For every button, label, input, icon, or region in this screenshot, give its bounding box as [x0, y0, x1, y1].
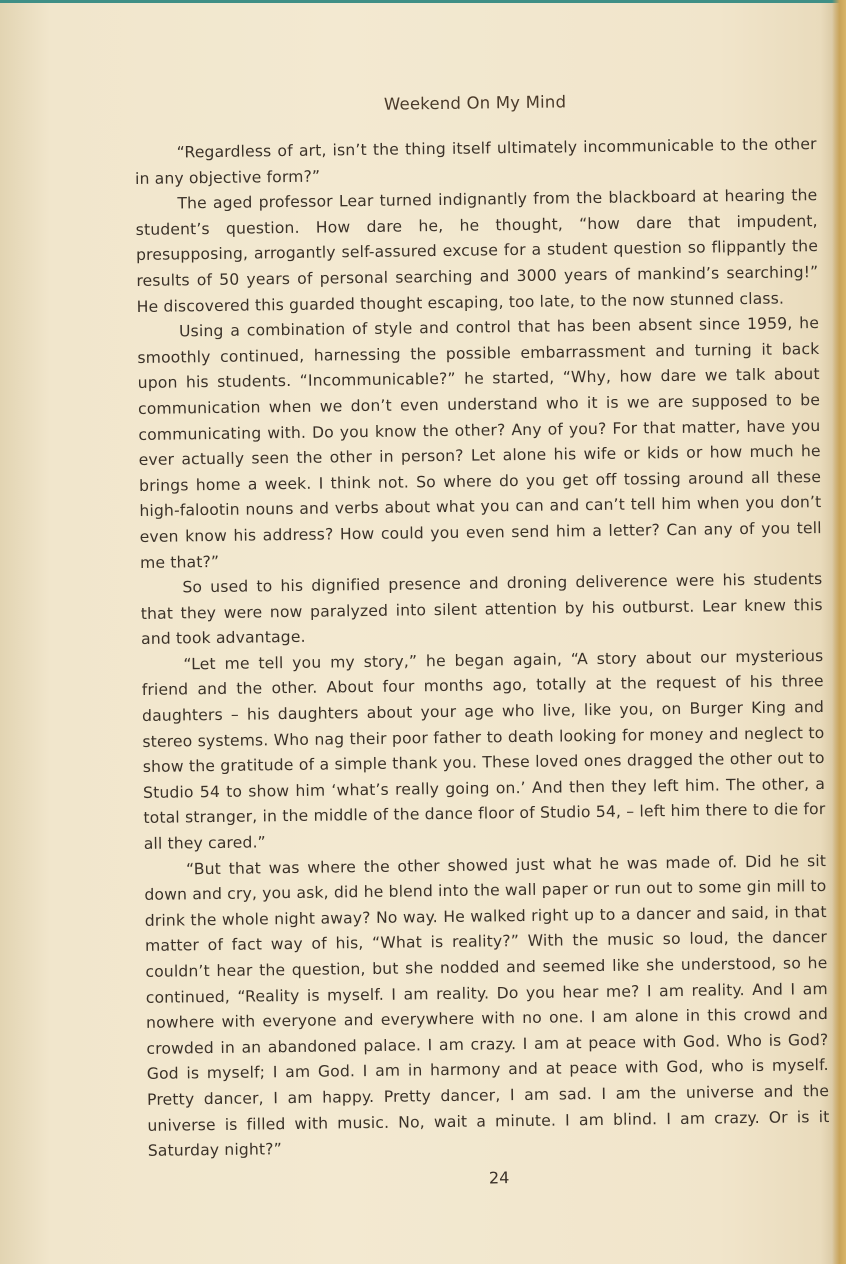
text-block [134, 89, 830, 1192]
page-binding-edge [832, 0, 846, 1264]
top-edge-stripe [0, 0, 846, 3]
paragraph-6: “But that was where the other showed just what he was made of. Did he sit down and cry, you ask, did he blend into the wall paper or run out to some gin mill to drink the whole night away? No way. He walked right up to a dancer and said, in that matter of fact way of his, “What is reality?” With the music so loud, the dancer couldn’t hear the question, but she nodded and seemed like she understood, so he continued, “Reality is myself. I am reality. Do you hear me? I am reality. And I am nowhere with everyone and everywhere with no one. I am alone in this crowd and crowded in an abandoned palace. I am crazy. I am at peace with God. Who is God? God is myself; I am God. I am in harmony and at peace with God, who is myself. Pretty dancer, I am happy. Pretty dancer, I am sad. I am the universe and the universe is filled with music. No, wait a minute. I am blind. I am crazy. Or is it Saturday night?” [144, 851, 830, 1161]
page-title: Weekend On My Mind [383, 92, 567, 114]
paragraph-4: So used to his dignified presence and droning deliverence were his students that they were now paralyzed into silent attention by his outburst. Lear knew this and took advantage. [140, 570, 823, 649]
paragraph-2: The aged professor Lear turned indignantly from the blackboard at hearing the student’s question. How dare he, he thought, “how dare that impudent, presupposing, arrogantly self-assured excuse for a student question so flippantly the results of 50 years of personal searching and 3000 years of mankind’s searching!” He discovered this guarded thought escaping, too late, to the now stunned class. [135, 186, 819, 316]
page-number: 24 [488, 1167, 510, 1188]
paragraph-1: “Regardless of art, isn’t the thing itself ultimately incommunicable to the other in any objective form?” [134, 135, 817, 188]
paragraph-5: “Let me tell you my story,” he began again, “A story about our mysterious friend and the other. About four months ago, totally at the request of his three daughters – his daughters about your age who live, like you, on Burger King and stereo systems. Who nag their poor father to death looking for money and neglect to show the gratitude of a simple thank you. These loved ones dragged the other out to Studio 54 to show him ‘what’s really going on.’ And then they left him. The other, a total stranger, in the middle of the dance floor of Studio 54, – left him there to die for all they cared.” [141, 646, 826, 853]
paragraph-3: Using a combination of style and control that has been absent since 1959, he smoothly continued, harnessing the possible embarrassment and turning it back upon his students. “Incommunicable?” he started, “Why, how dare we talk about communication when we don’t even understand who it is we are supposed to be communicating with. Do you know the other? Any of you? For that matter, have you ever actually seen the other in person? Let alone his wife or kids or how much he brings home a week. I think not. So where do you get off tossing around all these high-falootin nouns and verbs about what you can and can’t tell him when you don’t even know his address? How could you even send him a letter? Can any of you tell me that?” [137, 314, 822, 572]
